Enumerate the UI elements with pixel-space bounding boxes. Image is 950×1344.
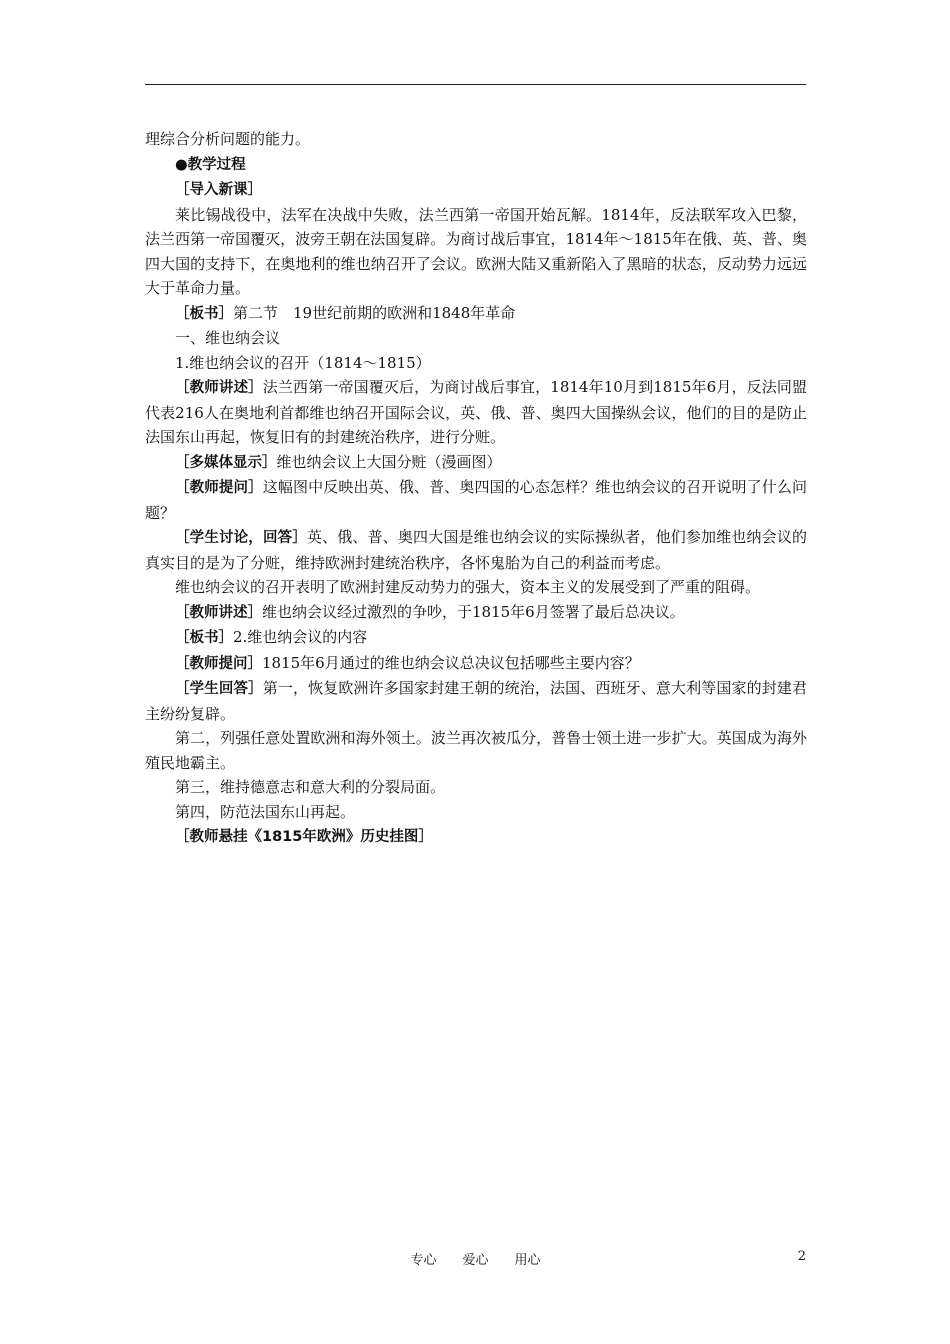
tag: ［教师提问］ xyxy=(175,655,262,672)
text: 理综合分析问题的能力。 xyxy=(145,130,311,148)
tag: ［板书］ xyxy=(175,630,233,646)
paragraph xyxy=(145,475,807,525)
paragraph xyxy=(145,450,807,476)
paragraph xyxy=(145,824,807,850)
heading-text: ●教学过程 xyxy=(175,156,246,173)
paragraph xyxy=(145,375,807,450)
text: 维也纳会议经过激烈的争吵，于1815年6月签署了最后总决议。 xyxy=(262,602,685,621)
tag: ［板书］ xyxy=(175,305,233,322)
text: 第三，维持德意志和意大利的分裂局面。 xyxy=(175,778,446,796)
paragraph xyxy=(145,775,807,800)
paragraph xyxy=(145,351,807,376)
paragraph xyxy=(145,625,807,651)
section-heading xyxy=(145,152,807,178)
paragraph xyxy=(145,676,807,726)
paragraph xyxy=(145,651,807,677)
text: 英、俄、普、奥四大国是维也纳会议的实际操纵者，他们参加维也纳会议的真实目的是为了分赃，维持欧洲封建统治秩序，各怀鬼胎为自己的利益而考虑。 xyxy=(145,528,808,572)
paragraph xyxy=(145,301,807,327)
text: 第一，恢复欧洲许多国家封建王朝的统治，法国、西班牙、意大利等国家的封建君主纷纷复辟。 xyxy=(145,679,807,723)
text: 1815年6月通过的维也纳会议总决议包括哪些主要内容？ xyxy=(262,653,640,672)
text: 2.维也纳会议的内容 xyxy=(233,628,368,646)
tag: ［学生回答］ xyxy=(175,681,263,697)
page-body xyxy=(145,127,807,850)
text: 莱比锡战役中，法军在决战中失败，法兰西第一帝国开始瓦解。1814年，反法联军攻入巴黎，法兰西第一帝国覆灭，波旁王朝在法国复辟。为商讨战后事宜，1814年～1815年在俄、英、普、奥四大国的支持下，在奥地利的维也纳召开了会议。欧洲大陆又重新陷入了黑暗的状态，反动势力远远大于革命力量。 xyxy=(145,205,807,297)
tag: ［学生讨论，回答］ xyxy=(175,530,307,546)
text: 第二节 19世纪前期的欧洲和1848年革命 xyxy=(233,303,516,322)
text: ［教师悬挂《1815年欧洲》历史挂图］ xyxy=(175,829,433,845)
tag: ［教师提问］ xyxy=(175,480,263,496)
paragraph xyxy=(145,726,807,775)
text: 第四，防范法国东山再起。 xyxy=(175,802,356,821)
page-footer xyxy=(145,1249,806,1269)
subsection-heading xyxy=(145,177,807,203)
text: 第二，列强任意处置欧洲和海外领土。波兰再次被瓜分，普鲁士领土进一步扩大。英国成为海外殖民地霸主。 xyxy=(145,729,807,772)
tag: ［教师讲述］ xyxy=(175,380,263,396)
text: 1.维也纳会议的召开（1814～1815） xyxy=(175,353,431,372)
paragraph xyxy=(145,575,807,600)
footer-motto: 专心 爱心 用心 xyxy=(410,1253,541,1268)
heading-text: ［导入新课］ xyxy=(175,182,262,198)
paragraph xyxy=(145,525,807,575)
text: 维也纳会议上大国分赃（漫画图） xyxy=(276,452,502,471)
paragraph xyxy=(145,203,807,301)
text: 一、维也纳会议 xyxy=(175,329,281,347)
header-rule xyxy=(145,84,806,85)
text: 维也纳会议的召开表明了欧洲封建反动势力的强大，资本主义的发展受到了严重的阻碍。 xyxy=(175,578,761,596)
paragraph xyxy=(145,326,807,351)
page-number: 2 xyxy=(797,1249,806,1264)
text: 法兰西第一帝国覆灭后，为商讨战后事宜，1814年10月到1815年6月，反法同盟代表216人在奥地利首都维也纳召开国际会议，英、俄、普、奥四大国操纵会议，他们的目的是防止法国东山再起，恢复旧有的封建统治秩序，进行分赃。 xyxy=(145,378,808,446)
tag: ［多媒体显示］ xyxy=(175,454,277,471)
paragraph xyxy=(145,800,807,825)
text: 这幅图中反映出英、俄、普、奥四国的心态怎样？维也纳会议的召开说明了什么问题？ xyxy=(145,478,807,522)
tag: ［教师讲述］ xyxy=(175,604,262,621)
paragraph xyxy=(145,127,807,152)
paragraph xyxy=(145,600,807,626)
